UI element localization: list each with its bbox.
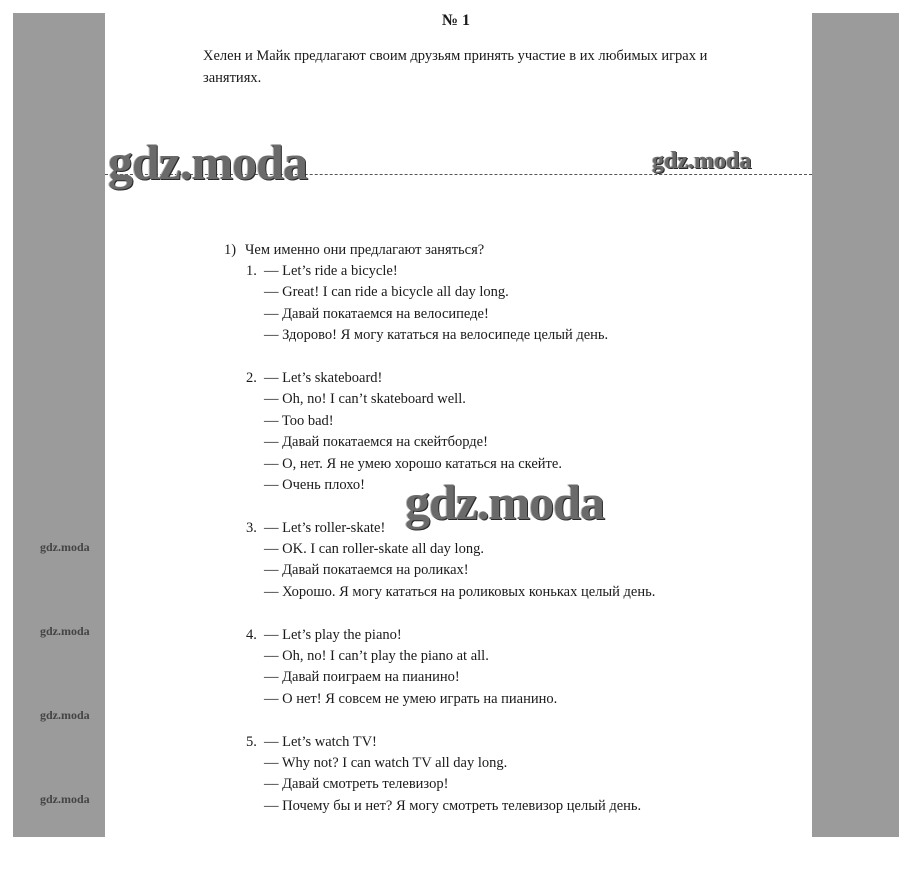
intro-text: Хелен и Майк предлагают своим друзьям принять участие в их любимых играх и занятиях. (203, 48, 708, 86)
dialogue-line: — Почему бы и нет? Я могу смотреть телевизор целый день. (264, 797, 642, 814)
watermark-logo: gdz.moda (405, 474, 604, 530)
dialogue-line: — Давай поиграем на пианино! (264, 669, 460, 686)
dialogue-line: — Очень плохо! (264, 476, 365, 493)
dialogue-line: — Why not? I can watch TV all day long. (264, 754, 508, 771)
side-watermark: gdz.moda (40, 708, 90, 722)
dialogue-item (224, 732, 784, 818)
dialogue-line: — Let’s ride a bicycle! (264, 263, 398, 279)
dialogue-line: — Oh, no! I can’t skateboard well. (264, 391, 466, 408)
side-watermark: gdz.moda (40, 540, 90, 554)
dialogue-item (224, 261, 784, 347)
dialogue-item (224, 625, 784, 711)
dialogue-line: — Здорово! Я могу кататься на велосипеде целый день. (264, 327, 609, 344)
dialogue-line: — О, нет. Я не умею хорошо кататься на скейте. (264, 455, 562, 472)
watermark-logo: gdz.moda (108, 134, 307, 190)
dialogue-line: — OK. I can roller-skate all day long. (264, 541, 484, 558)
dialogue-line: — Давай смотреть телевизор! (264, 776, 449, 793)
dialogue-line: — Давай покатаемся на роликах! (264, 562, 469, 579)
dialogue-line: — Let’s play the piano! (264, 626, 402, 643)
item-number: 2. (246, 369, 257, 386)
item-number: 3. (246, 519, 257, 536)
right-margin-bar (812, 13, 899, 837)
dialogue-line: — О нет! Я совсем не умею играть на пианино. (264, 690, 558, 707)
dialogue-line: — Хорошо. Я могу кататься на роликовых коньках целый день. (264, 583, 656, 600)
question (224, 240, 784, 261)
dialogue-line: — Too bad! (264, 412, 334, 429)
side-watermark: gdz.moda (40, 792, 90, 806)
dialogue-line: — Great! I can ride a bicycle all day long. (264, 284, 509, 301)
item-number: 1. (246, 263, 257, 279)
watermark-logo-small: gdz.moda (652, 148, 752, 174)
dialogue-line: — Давай покатаемся на скейтборде! (264, 434, 488, 451)
dialogue-line: — Let’s roller-skate! (264, 519, 386, 536)
dialogue-line: — Oh, no! I can’t play the piano at all. (264, 648, 489, 665)
item-number: 4. (246, 626, 257, 643)
question-text: Чем именно они предлагают заняться? (245, 242, 485, 258)
item-number: 5. (246, 733, 257, 750)
question-number: 1) (224, 242, 237, 258)
dialogue-line: — Let’s watch TV! (264, 733, 377, 750)
page-title: № 1 (441, 12, 471, 29)
dialogue-line: — Давай покатаемся на велосипеде! (264, 305, 489, 322)
side-watermark: gdz.moda (40, 624, 90, 638)
dialogue-line: — Let’s skateboard! (264, 369, 383, 386)
